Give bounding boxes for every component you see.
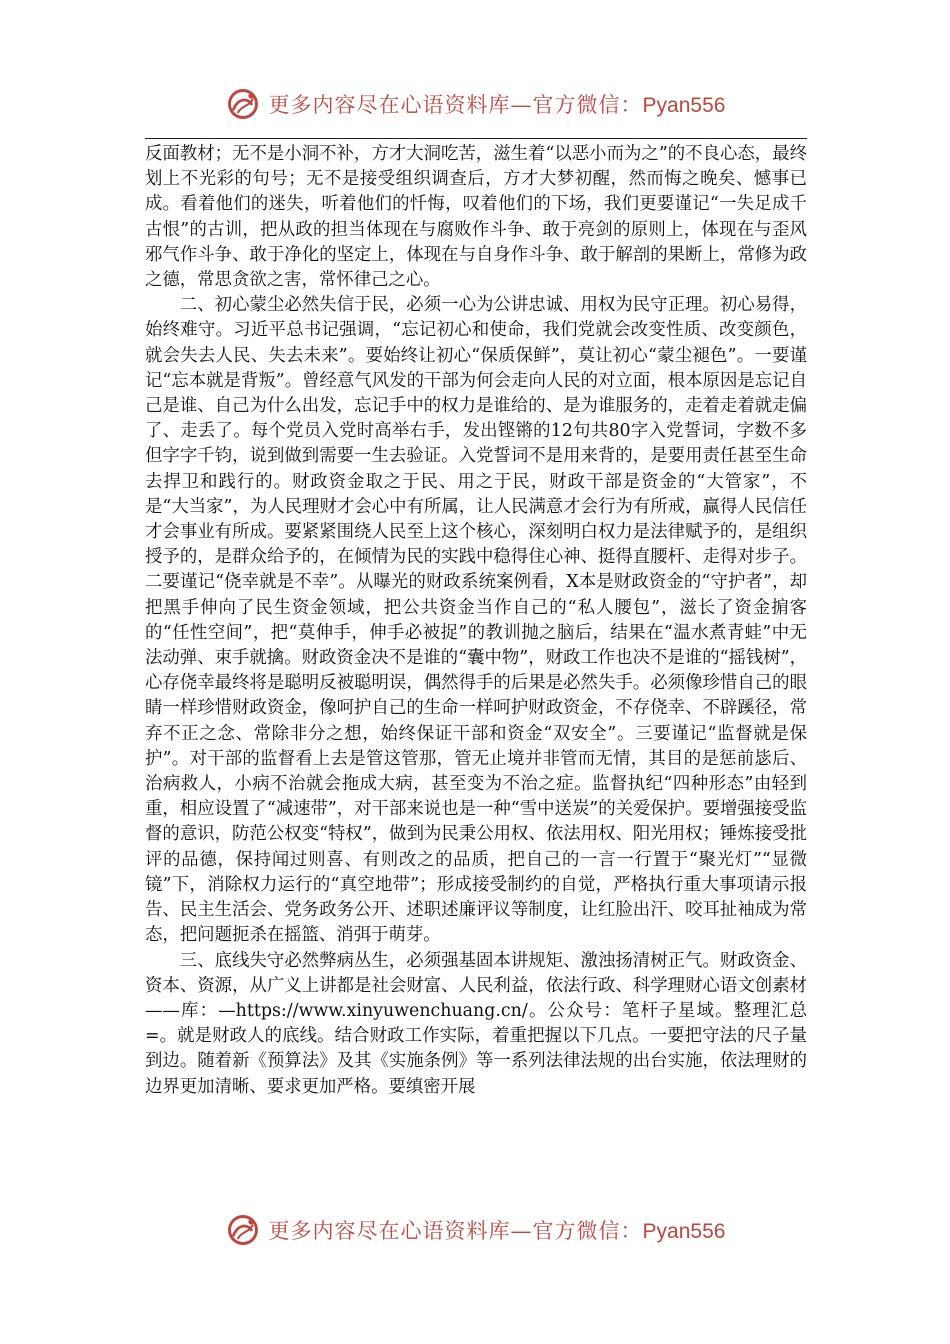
footer-banner (0, 1208, 950, 1252)
wechat-id: Pyan556 (642, 1220, 726, 1243)
banner-text: 更多内容尽在心语资料库—官方微信：Pyan556 (268, 93, 726, 117)
wechat-id: Pyan556 (642, 94, 726, 117)
banner-text: 更多内容尽在心语资料库—官方微信：Pyan556 (268, 1219, 726, 1243)
header-banner (0, 82, 950, 126)
header-rule (145, 138, 807, 139)
swirl-logo-icon (225, 1212, 261, 1248)
paragraph-1: 反面教材；无不是小洞不补，方才大洞吃苦，滋生着“以恶小而为之”的不良心态，最终划上不光彩的句号；无不是接受组织调查后，方才大梦初醒，然而悔之晚矣、憾事已成。看着他们的迷失，听着他们的忏悔，叹着他们的下场，我们更要谨记“一失足成千古恨”的古训，把从政的担当体现在与腐败作斗争、敢于亮剑的原则上，体现在与歪风邪气作斗争、敢于净化的坚定上，体现在与自身作斗争、敢于解剖的果断上，常修为政之德，常思贪欲之害，常怀律己之心。 (145, 144, 807, 291)
document-body (145, 142, 807, 1100)
paragraph-3: 三、底线失守必然弊病丛生，必须强基固本讲规矩、激浊扬清树正气。财政资金、资本、资源，从广义上讲都是社会财富、人民利益，依法行政、科学理财心语文创素材——库：—https://www.xinyuwenchuang.cn/。公众号：笔杆子星域。整理汇总=。就是财政人的底线。结合财政工作实际，着重把握以下几点。一要把守法的尺子量到边。随着新《预算法》及其《实施条例》等一系列法律法规的出台实施，依法理财的边界更加清晰、要求更加严格。要缜密开展 (145, 950, 807, 1097)
paragraph-2: 二、初心蒙尘必然失信于民，必须一心为公讲忠诚、用权为民守正理。初心易得，始终难守。习近平总书记强调，“忘记初心和使命，我们党就会改变性质、改变颜色，就会失去人民、失去未来”。要始终让初心“保质保鲜”，莫让初心“蒙尘褪色”。一要谨记“忘本就是背叛”。曾经意气风发的干部为何会走向人民的对立面，根本原因是忘记自己是谁、自己为什么出发，忘记手中的权力是谁给的、是为谁服务的，走着走着就走偏了、走丢了。每个党员入党时高举右手，发出铿锵的12句共80字入党誓词，字数不多但字字千钧，说到做到需要一生去验证。入党誓词不是用来背的，是要用责任甚至生命去捍卫和践行的。财政资金取之于民、用之于民，财政干部是资金的“大管家”，不是“大当家”，为人民理财才会心中有所属，让人民满意才会行为有所戒，赢得人民信任才会事业有所成。要紧紧围绕人民至上这个核心，深刻明白权力是法律赋予的，是组织授予的，是群众给予的，在倾情为民的实践中稳得住心神、挺得直腰杆、走得对步子。二要谨记“侥幸就是不幸”。从曝光的财政系统案例看，X本是财政资金的“守护者”，却把黑手伸向了民生资金领域，把公共资金当作自己的“私人腰包”，滋长了资金掮客的“任性空间”，把“莫伸手，伸手必被捉”的教训抛之脑后，结果在“温水煮青蛙”中无法动弹、束手就擒。财政资金决不是谁的“囊中物”，财政工作也决不是谁的“摇钱树”，心存侥幸最终将是聪明反被聪明误，偶然得手的后果是必然失手。必须像珍惜自己的眼睛一样珍惜财政资金，像呵护自己的生命一样呵护财政资金，不存侥幸、不辟蹊径，常弃不正之念、常除非分之想，始终保证干部和资金“双安全”。三要谨记“监督就是保护”。对干部的监督看上去是管这管那，管无止境并非管而无情，其目的是惩前毖后、治病救人，小病不治就会拖成大病，甚至变为不治之症。监督执纪“四种形态”由轻到重，相应设置了“减速带”，对干部来说也是一种“雪中送炭”的关爱保护。要增强接受监督的意识，防范公权变“特权”，做到为民秉公用权、依法用权、阳光用权；锤炼接受批评的品德，保持闻过则喜、有则改之的品质，把自己的一言一行置于“聚光灯”“显微镜”下，消除权力运行的“真空地带”；形成接受制约的自觉，严格执行重大事项请示报告、民主生活会、党务政务公开、述职述廉评议等制度，让红脸出汗、咬耳扯袖成为常态，把问题扼杀在摇篮、消弭于萌芽。 (145, 295, 807, 946)
swirl-logo-icon (225, 86, 261, 122)
